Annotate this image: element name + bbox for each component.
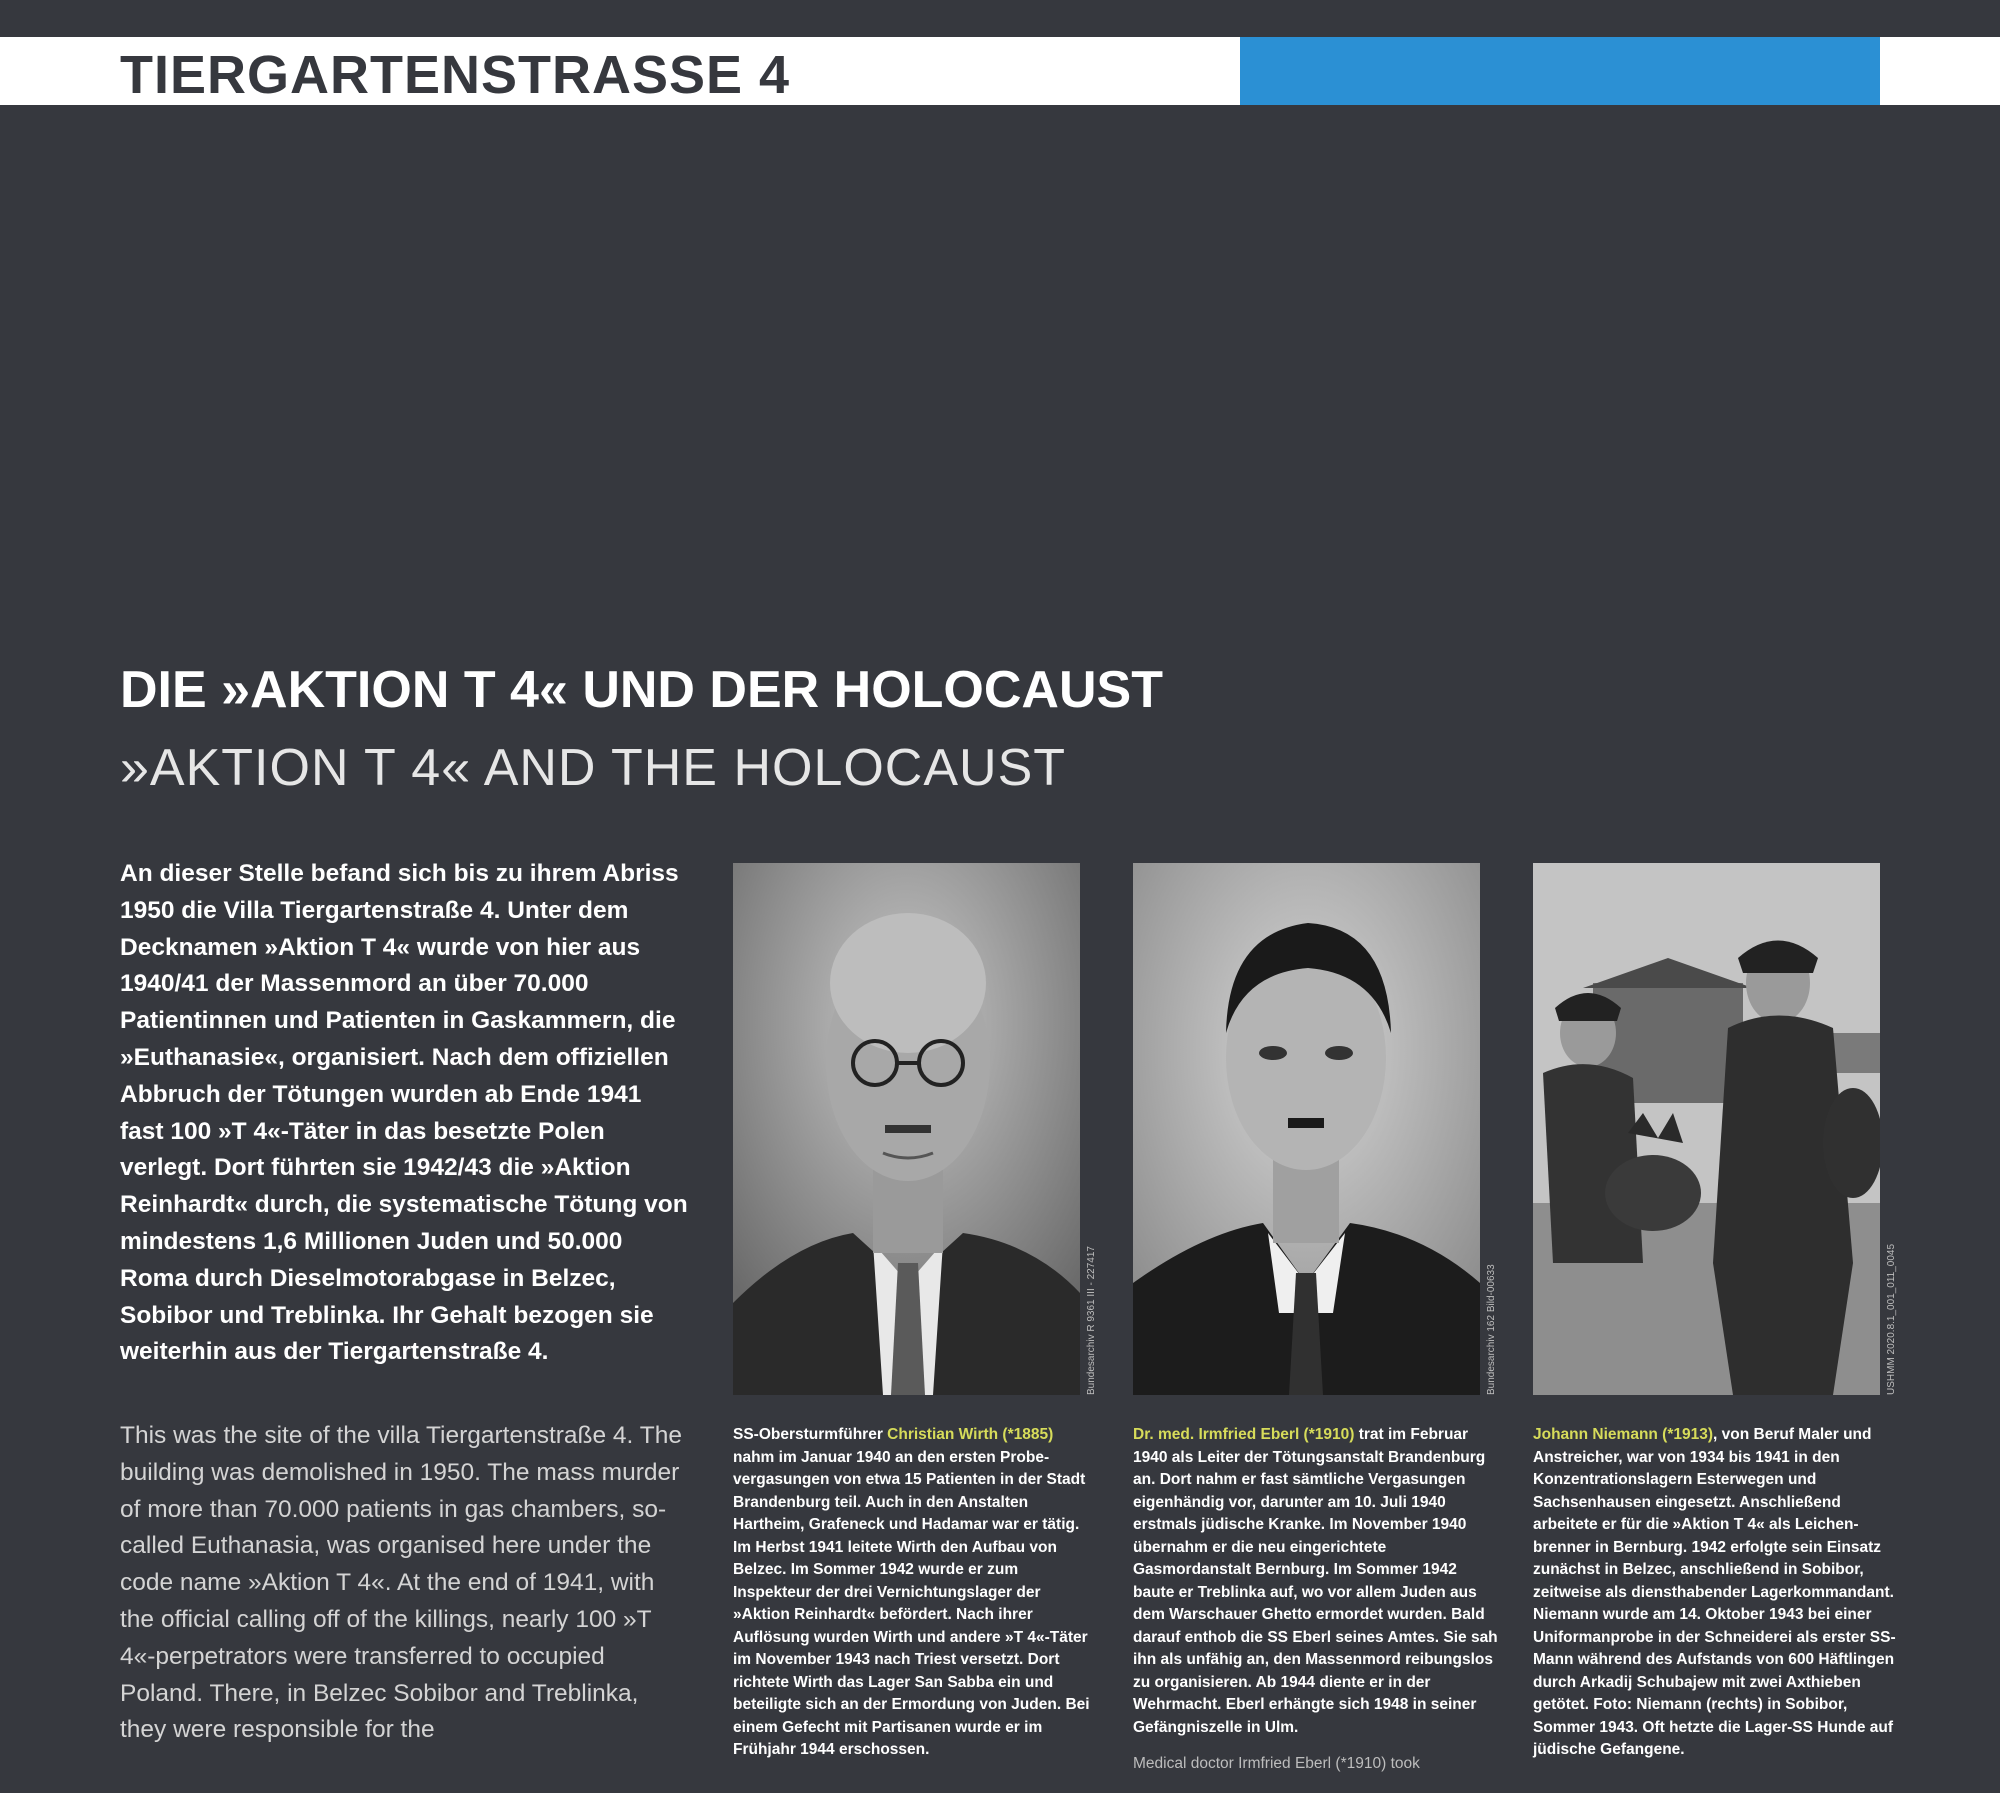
caption-body: , von Beruf Maler und Anstreicher, war von 1934 bis 1941 in den Konzentrationslagern Esterwegen und Sachsenhausen eingesetzt. Anschließend arbeitete er für die »Aktion T 4« als Leichen-brenner in Bernburg. 1942 erfolgte sein Einsatz zunächst in Belzec, anschließend in Sobibor, zeitweise als diensthabender Lagerkommandant. Niemann wurde am 14. Oktober 1943 bei einer Uniformanprobe in der Schneiderei als erster SS-Mann während des Aufstands von 600 Häftlingen durch Arkadij Schubajew mit zwei Axthieben getötet. Foto: Niemann (rechts) in Sobibor, Sommer 1943. Oft hetzte die Lager-SS Hunde auf jüdische Gefangene.	[1533, 1426, 1896, 1758]
caption-eberl	[1133, 1424, 1498, 1776]
caption-body: trat im Februar 1940 als Leiter der Tötungsanstalt Brandenburg an. Dort nahm er fast sämtliche Vergasungen eigenhändig vor, darunter am 10. Juli 1940 erstmals jüdische Kranke. Im November 1940 übernahm er die neu eingerichtete Gasmordanstalt Bernburg. Im Sommer 1942 baute er Treblinka auf, wo vor allem Juden aus dem Warschauer Ghetto ermordet wurden. Bald darauf enthob die SS Eberl seines Amtes. Sie sah ihn als unfähig an, den Massenmord reibungslos zu organisieren. Ab 1944 diente er in der Wehrmacht. Eberl erhängte sich 1948 in seiner Gefängniszelle in Ulm.	[1133, 1426, 1498, 1736]
heading-english: »AKTION T 4« AND THE HOLOCAUST	[120, 739, 1067, 797]
caption-english: Medical doctor Irmfried Eberl (*1910) took	[1133, 1755, 1420, 1772]
portrait-photo-wirth	[733, 863, 1080, 1395]
photo-credit-niemann: USHMM 2020.8.1_001_011_0045	[1886, 1243, 1897, 1395]
portrait-photo-eberl	[1133, 863, 1480, 1395]
page-title: TIERGARTENSTRASSE 4	[120, 45, 791, 105]
photo-niemann-sobibor	[1533, 863, 1880, 1395]
caption-niemann	[1533, 1424, 1898, 1762]
caption-wirth	[733, 1424, 1098, 1762]
photo-credit-wirth: Bundesarchiv R 9361 III - 227417	[1086, 1246, 1097, 1395]
header-accent-bar	[1240, 37, 1880, 105]
heading-german: DIE »AKTION T 4« UND DER HOLOCAUST	[120, 661, 1163, 719]
caption-prefix: SS-Obersturmführer	[733, 1426, 888, 1443]
caption-person-name: Johann Niemann (*1913)	[1533, 1426, 1714, 1443]
caption-person-name: Dr. med. Irmfried Eberl (*1910)	[1133, 1426, 1355, 1443]
intro-text-english: This was the site of the villa Tiergartenstraße 4. The building was demolished in 1950. The mass murder of more than 70.000 patients in gas chambers, so-called Euthanasia, was organised here under the code name »Aktion T 4«. At the end of 1941, with the official calling off of the killings, nearly 100 »T 4«-perpetrators were transferred to occupied Poland. There, in Belzec Sobibor and Treblinka, they were responsible for the	[120, 1422, 682, 1744]
intro-text-german: An dieser Stelle befand sich bis zu ihrem Abriss 1950 die Villa Tiergartenstraße 4. Unter dem Decknamen »Aktion T 4« wurde von hier aus 1940/41 der Massenmord an über 70.000 Patientinnen und Patienten in Gaskammern, die »Euthanasie«, organisiert. Nach dem offiziellen Abbruch der Tötungen wurden ab Ende 1941 fast 100 »T 4«-Täter in das besetzte Polen verlegt. Dort führten sie 1942/43 die »Aktion Reinhardt« durch, die systematische Tötung von mindestens 1,6 Millionen Juden und 50.000 Roma durch Dieselmotorabgase in Belzec, Sobibor und Treblinka. Ihr Gehalt bezogen sie weiterhin aus der Tiergartenstraße 4.	[120, 860, 688, 1366]
photo-credit-eberl: Bundesarchiv 162 Bild-00633	[1486, 1264, 1497, 1395]
caption-body: nahm im Januar 1940 an den ersten Probe-vergasungen von etwa 15 Patienten in der Stadt Brandenburg teil. Auch in den Anstalten Hartheim, Grafeneck und Hadamar war er tätig. Im Herbst 1941 leitete Wirth den Aufbau von Belzec. Im Sommer 1942 wurde er zum Inspekteur der drei Vernichtungslager der »Aktion Reinhardt« befördert. Nach ihrer Auflösung wurden Wirth und andere »T 4«-Täter im November 1943 nach Triest versetzt. Dort richtete Wirth das Lager San Sabba ein und beteiligte sich an der Ermordung von Juden. Bei einem Gefecht mit Partisanen wurde er im Frühjahr 1944 erschossen.	[733, 1448, 1090, 1758]
caption-person-name: Christian Wirth (*1885)	[887, 1426, 1054, 1443]
